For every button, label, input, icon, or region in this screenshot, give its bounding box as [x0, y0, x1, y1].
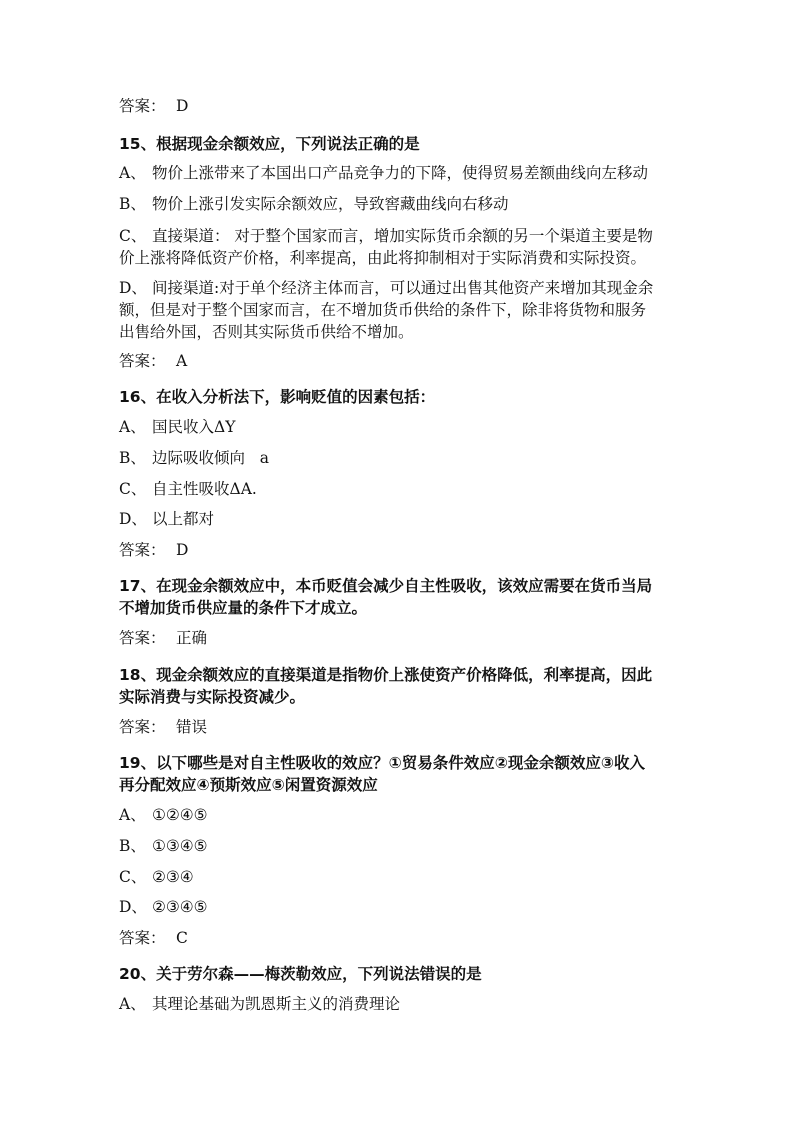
answer-line: [119, 927, 679, 949]
option-c: [119, 478, 679, 500]
option-text: 物价上涨带来了本国出口产品竞争力的下降，使得贸易差额曲线向左移动: [152, 164, 649, 182]
option-letter: C、: [119, 227, 147, 245]
option-letter: B、: [119, 837, 146, 855]
question-title: 17、在现金余额效应中，本币贬值会减少自主性吸收，该效应需要在货币当局: [119, 577, 653, 595]
option-text-continued: 出售给外国，否则其实际货币供给不增加。: [119, 323, 414, 341]
question-title-continued: 实际消费与实际投资减少。: [119, 688, 306, 706]
option-text-continued: 额，但是对于整个国家而言，在不增加货币供给的条件下，除非将货物和服务: [119, 301, 647, 319]
answer-value: D: [176, 541, 189, 559]
option-text-continued: 价上涨将降低资产价格，利率提高，由此将抑制相对于实际消费和实际投资。: [119, 249, 647, 267]
option-d: [119, 896, 679, 918]
question-title: 18、现金余额效应的直接渠道是指物价上涨使资产价格降低，利率提高，因此: [119, 666, 653, 684]
answer-line: [119, 350, 679, 372]
option-text: 以上都对: [152, 510, 215, 528]
option-a: [119, 416, 679, 438]
option-text: 自主性吸收ΔA.: [152, 480, 257, 498]
option-letter: A、: [119, 164, 146, 182]
option-b: [119, 835, 679, 857]
option-a: [119, 804, 679, 826]
option-letter: C、: [119, 480, 147, 498]
option-b: [119, 447, 679, 469]
option-text: 物价上涨引发实际余额效应，导致窖藏曲线向右移动: [152, 195, 509, 213]
option-letter: D、: [119, 510, 147, 528]
answer-value: 错误: [176, 718, 208, 736]
option-text: ①③④⑤: [152, 837, 208, 855]
option-letter: D、: [119, 279, 147, 297]
question-title: 16、在收入分析法下，影响贬值的因素包括：: [119, 388, 436, 406]
option-letter: A、: [119, 418, 146, 436]
question-title-continued: 不增加货币供应量的条件下才成立。: [119, 599, 368, 617]
answer-line: [119, 716, 679, 738]
option-letter: D、: [119, 898, 147, 916]
answer-value: C: [176, 929, 188, 947]
answer-label: 答案：: [119, 929, 166, 947]
option-d: [119, 277, 679, 299]
option-text: ②③④⑤: [152, 898, 208, 916]
option-letter: A、: [119, 995, 146, 1013]
option-text: ①②④⑤: [152, 806, 208, 824]
option-text: 边际吸收倾向 a: [152, 449, 270, 467]
question-title: 20、关于劳尔森——梅茨勒效应，下列说法错误的是: [119, 965, 482, 983]
option-text: 国民收入ΔY: [152, 418, 236, 436]
option-letter: C、: [119, 868, 147, 886]
answer-label: 答案：: [119, 97, 166, 115]
option-text: 间接渠道:对于单个经济主体而言，可以通过出售其他资产来增加其现金余: [152, 279, 654, 297]
option-letter: A、: [119, 806, 146, 824]
answer-label: 答案：: [119, 629, 166, 647]
answer-label: 答案：: [119, 352, 166, 370]
answer-line: [119, 627, 679, 649]
option-text: ②③④: [152, 868, 194, 886]
option-letter: B、: [119, 449, 146, 467]
question-title: 15、根据现金余额效应，下列说法正确的是: [119, 135, 420, 153]
option-a: [119, 993, 679, 1015]
question-title: 19、以下哪些是对自主性吸收的效应？①贸易条件效应②现金余额效应③收入: [119, 754, 645, 772]
option-a: [119, 162, 679, 184]
option-letter: B、: [119, 195, 146, 213]
option-c: [119, 225, 679, 247]
option-c: [119, 866, 679, 888]
option-text: 其理论基础为凯恩斯主义的消费理论: [152, 995, 401, 1013]
answer-label: 答案：: [119, 541, 166, 559]
option-d: [119, 508, 679, 530]
answer-value: 正确: [176, 629, 208, 647]
answer-value: D: [176, 97, 189, 115]
question-title-continued: 再分配效应④预斯效应⑤闲置资源效应: [119, 776, 378, 794]
answer-value: A: [176, 352, 188, 370]
answer-line: [119, 539, 679, 561]
answer-line: [119, 95, 679, 117]
option-text: 直接渠道： 对于整个国家而言，增加实际货币余额的另一个渠道主要是物: [152, 227, 653, 245]
answer-label: 答案：: [119, 718, 166, 736]
option-b: [119, 193, 679, 215]
